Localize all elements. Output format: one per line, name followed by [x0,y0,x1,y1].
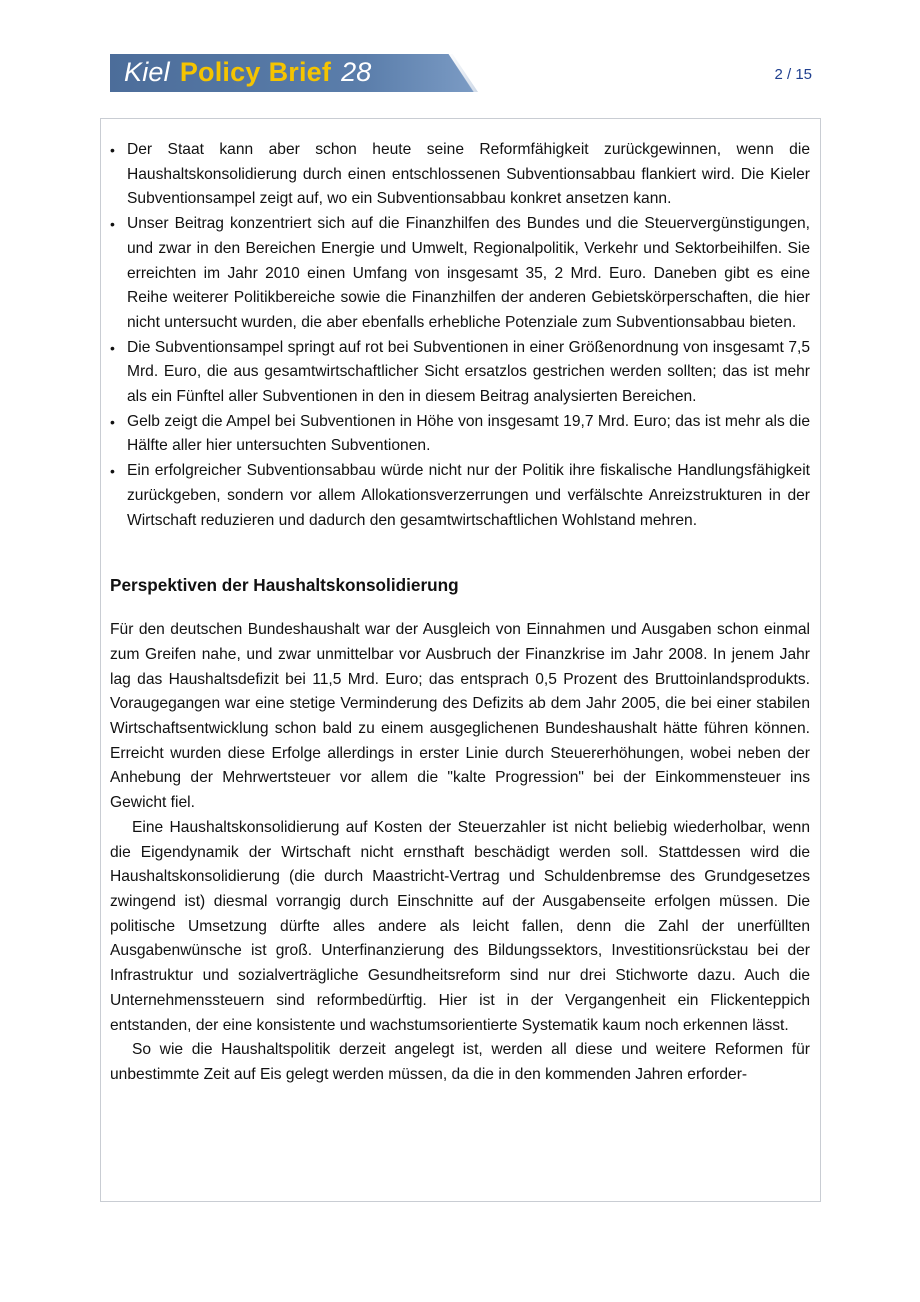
publication-title [124,56,372,88]
bullet-item [110,138,810,212]
bullet-item [110,410,810,459]
bullet-dot-icon: • [110,413,115,430]
title-word-policy: Policy [179,57,261,87]
bullet-text: Ein erfolgreicher Subventionsabbau würde nicht nur der Politik ihre fiskalische Handlungsfähigkeit zurückgeben, sondern vor allem Allokationsverzerrungen und verfälschte Anreizstrukturen in der Wirtschaft reduzieren und dadurch den gesamtwirtschaftlichen Wohlstand mehren. [127,462,810,529]
bullet-item [110,459,810,533]
body-paragraph: So wie die Haushaltspolitik derzeit angelegt ist, werden all diese und weitere Reformen für unbestimmte Zeit auf Eis gelegt werden müssen, da die in den kommenden Jahren erforder- [110,1041,810,1083]
bullet-dot-icon: • [110,463,115,480]
bullet-text: Gelb zeigt die Ampel bei Subventionen in Höhe von insgesamt 19,7 Mrd. Euro; das ist mehr als die Hälfte aller hier untersuchten Subventionen. [127,412,810,455]
body-paragraph: Eine Haushaltskonsolidierung auf Kosten der Steuerzahler ist nicht beliebig wiederholbar, wenn die Eigendynamik der Wirtschaft nicht ernsthaft beschädigt werden soll. Stattdessen wird die Haushaltskonsolidierung (die durch Maastricht-Vertrag und Schuldenbremse des Grundgesetzes zwingend ist) diesmal vorrangig durch Einschnitte auf der Ausgabenseite erfolgen müssen. Die politische Umsetzung dürfte alles andere als leicht fallen, denn die Zahl der unerfüllten Ausgabenwünsche ist groß. Unterfinanzierung des Bildungssektors, Investitionsrückstau bei der Infrastruktur und sozialverträgliche Gesundheitsreform sind nur drei Stichworte dazu. Auch die Unternehmenssteuern sind reformbedürftig. Hier ist in der Vergangenheit ein Flickenteppich entstanden, der eine konsistente und wachstumsorientierte Systematik kaum noch erkennen lässt. [110,818,810,1034]
bullet-dot-icon: • [110,339,115,356]
bullet-dot-icon: • [110,142,115,158]
issue-number: 28 [341,57,372,87]
bullet-text: Der Staat kann aber schon heute seine Reformfähigkeit zurückgewinnen, wenn die Haushaltskonsolidierung durch einen entschlossenen Subventionsabbau flankiert wird. Die Kieler Subventionsampel zeigt auf, wo ein Subventionsabbau konkret ansetzen kann. [127,141,810,208]
bullet-text: Die Subventionsampel springt auf rot bei Subventionen in einer Größenordnung von insgesamt 7,5 Mrd. Euro, die aus gesamtwirtschaftlicher Sicht ersatzlos gestrichen werden sollten; das ist mehr als ein Fünftel aller Subventionen in den in diesem Beitrag analysierten Bereichen. [127,338,810,406]
summary-bullet-list [110,138,810,533]
bullet-dot-icon: • [110,216,115,233]
bullet-item [110,212,810,336]
body-paragraph: Für den deutschen Bundeshaushalt war der Ausgleich von Einnahmen und Ausgaben schon einmal zum Greifen nahe, und zwar unmittelbar vor Ausbruch der Finanzkrise im Jahr 2008. In jenem Jahr lag das Haushaltsdefizit bei 11,5 Mrd. Euro; das entsprach 0,5 Prozent des Bruttoinlandsprodukts. Voraugegangen war eine stetige Verminderung des Defizits ab dem Jahr 2005, die bei einer stabilen Wirtschaftsentwicklung schon bald zu einem ausgeglichenen Bundeshaushalt hätte führen können. Erreicht wurden diese Erfolge allerdings in erster Linie durch Steuererhöhungen, wobei neben der Anhebung der Mehrwertsteuer vor allem die "kalte Progression" bei der Einkommensteuer ins Gewicht fiel. [110,621,810,812]
bullet-item [110,336,810,410]
section-heading: Perspektiven der Haushaltskonsolidierung [110,575,459,596]
page-indicator: 2 / 15 [774,66,812,83]
title-word-kiel: Kiel [124,57,170,87]
title-word-brief: Brief [268,57,332,87]
document-body [110,138,810,1088]
bullet-text: Unser Beitrag konzentriert sich auf die Finanzhilfen des Bundes und die Steuervergünstigungen, und zwar in den Bereichen Energie und Umwelt, Regionalpolitik, Verkehr und Sektorbeihilfen. Sie erreichten im Jahr 2010 einen Umfang von insgesamt 35, 2 Mrd. Euro. Daneben gibt es eine Reihe weiterer Politikbereiche sowie die Finanzhilfen der anderen Gebietskörperschaften, die hier nicht untersucht wurden, die aber ebenfalls erhebliche Potenziale zum Subventionsabbau bieten. [127,215,810,331]
